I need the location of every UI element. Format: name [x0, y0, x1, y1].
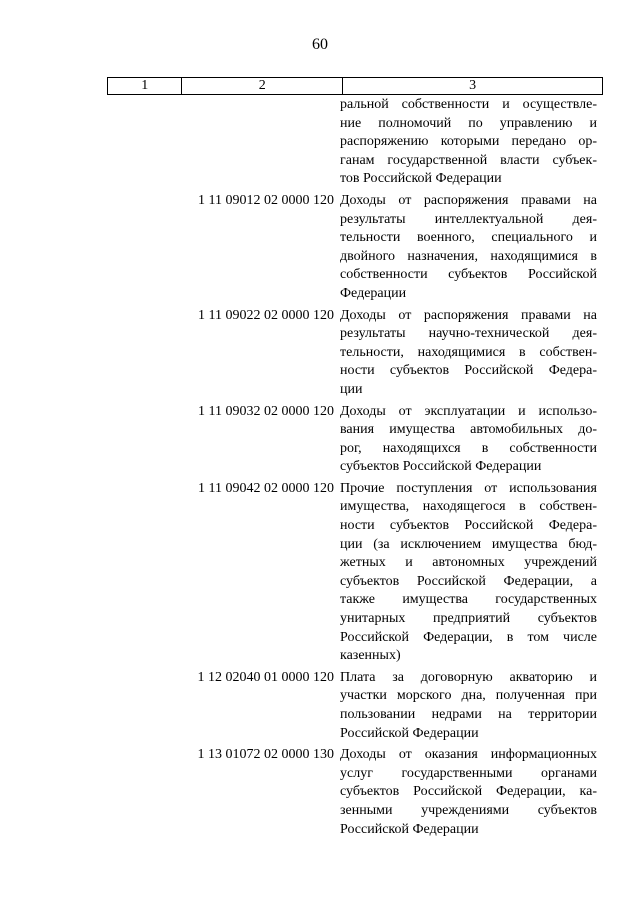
- revenue-code: 1 11 09032 02 0000 120: [198, 403, 334, 419]
- revenue-code: 1 11 09012 02 0000 120: [198, 192, 334, 208]
- description-line: жетных и автономных учреждений: [340, 555, 597, 571]
- description-line: пользовании недрами на территории: [340, 707, 597, 722]
- description-line: Российской Федерации, в том числе: [340, 629, 597, 645]
- description-line: Доходы от эксплуатации и использо-: [340, 403, 597, 419]
- column-header-table: [107, 77, 603, 95]
- table-row: [107, 96, 603, 189]
- description-line: субъектов Российской Федерации, ка-: [340, 784, 597, 800]
- table-row: [107, 746, 603, 839]
- description-line: распоряжению которыми передано ор-: [340, 134, 597, 150]
- description-line: субъектов Российской Федерации, а: [340, 573, 597, 589]
- description-line: Федерации: [340, 285, 407, 301]
- description-line: субъектов Российской Федерации: [340, 459, 542, 475]
- description-line: ции: [340, 381, 363, 397]
- description-line: казенных): [340, 648, 401, 664]
- description-line: ральной собственности и осуществле-: [340, 97, 597, 112]
- description-line: ганам государственной власти субъек-: [340, 152, 597, 168]
- revenue-description: [340, 480, 597, 666]
- description-line: Доходы от распоряжения правами на: [340, 192, 597, 208]
- revenue-code: [107, 96, 340, 189]
- column-header-1: 1: [108, 78, 182, 95]
- page-number: 60: [312, 36, 328, 53]
- description-line: тельности военного, специального и: [340, 230, 597, 246]
- description-line: имущества, находящегося в собствен-: [340, 499, 597, 515]
- revenue-description: [340, 307, 597, 400]
- description-line: тельности, находящимися в собствен-: [340, 344, 597, 360]
- revenue-description: [340, 669, 597, 743]
- description-line: тов Российской Федерации: [340, 171, 502, 187]
- description-line: двойного назначения, находящимися в: [340, 248, 597, 264]
- description-line: Доходы от распоряжения правами на: [340, 307, 597, 323]
- description-line: ции (за исключением имущества бюд-: [340, 536, 597, 552]
- description-line: зенными учреждениями субъектов: [340, 802, 597, 818]
- table-row: [107, 403, 603, 477]
- description-line: Российской Федерации: [340, 725, 479, 741]
- description-line: унитарных предприятий субъектов: [340, 611, 597, 627]
- description-line: Доходы от оказания информационных: [340, 747, 597, 763]
- revenue-description: [340, 96, 597, 189]
- description-line: Плата за договорную акваторию и: [340, 669, 597, 685]
- description-line: результаты научно-технической дея-: [340, 326, 597, 342]
- description-line: ности субъектов Российской Федера-: [340, 518, 597, 534]
- revenue-code: 1 11 09022 02 0000 120: [198, 307, 334, 323]
- revenue-code: 1 13 01072 02 0000 130: [197, 747, 334, 763]
- revenue-code: 1 11 09042 02 0000 120: [198, 480, 334, 496]
- description-line: участки морского дна, полученная при: [340, 688, 597, 704]
- description-line: услуг государственными органами: [340, 765, 597, 781]
- description-line: Российской Федерации: [340, 821, 479, 837]
- revenue-description: [340, 746, 597, 839]
- description-line: вания имущества автомобильных до-: [340, 422, 597, 438]
- column-header-2: 2: [182, 78, 343, 95]
- description-line: рог, находящихся в собственности: [340, 440, 597, 456]
- column-header-3: 3: [343, 78, 603, 95]
- table-row: [107, 307, 603, 400]
- column-header-row: [108, 78, 603, 95]
- description-line: собственности субъектов Российской: [340, 267, 597, 283]
- revenue-code: 1 12 02040 01 0000 120: [197, 669, 334, 685]
- table-body: [107, 96, 603, 842]
- description-line: Прочие поступления от использования: [340, 480, 597, 496]
- description-line: ние полномочий по управлению и: [340, 115, 597, 131]
- revenue-description: [340, 192, 597, 304]
- table-row: [107, 192, 603, 304]
- description-line: результаты интеллектуальной дея-: [340, 211, 597, 227]
- table-row: [107, 480, 603, 666]
- revenue-description: [340, 403, 597, 477]
- description-line: ности субъектов Российской Федера-: [340, 363, 597, 379]
- table-row: [107, 669, 603, 743]
- description-line: также имущества государственных: [340, 592, 597, 608]
